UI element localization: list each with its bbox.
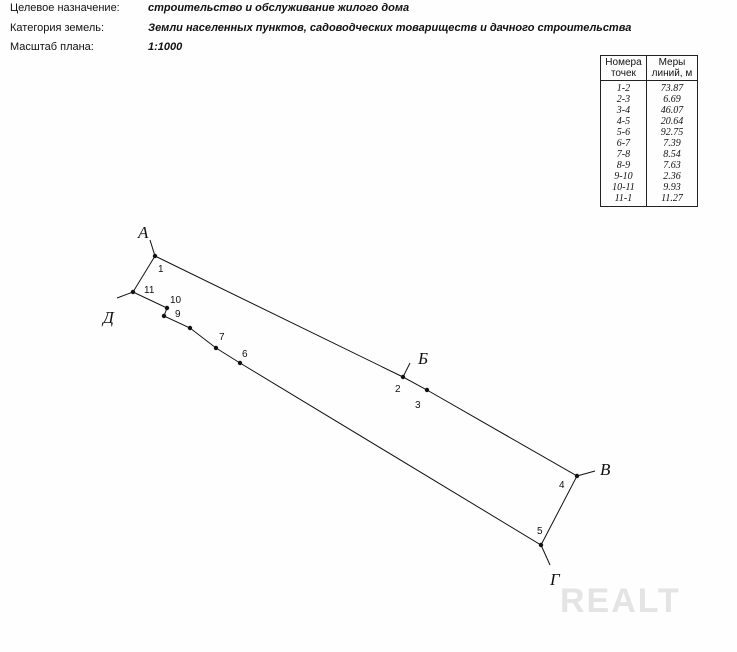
point-label-7: 7 <box>219 332 225 343</box>
category-value: Земли населенных пунктов, садоводческих товариществ и дачного строительства <box>148 22 632 34</box>
tick-d <box>117 292 133 298</box>
tick-v <box>577 471 595 476</box>
vertex-4 <box>575 474 579 478</box>
tick-g <box>541 545 550 565</box>
purpose-label: Целевое назначение: <box>10 2 120 14</box>
point-label-11: 11 <box>144 285 155 296</box>
corner-label-b: Б <box>418 349 429 368</box>
corner-label-v: В <box>600 460 611 479</box>
point-label-6: 6 <box>242 349 248 360</box>
watermark-logo: REALT <box>560 582 681 620</box>
vertex-3 <box>425 388 429 392</box>
vertex-9 <box>162 314 166 318</box>
point-label-4: 4 <box>559 480 565 491</box>
table-row: 7-8 8.54 <box>601 149 698 160</box>
table-row: 3-4 46.07 <box>601 105 698 116</box>
point-label-3: 3 <box>415 400 421 411</box>
parcel-boundary <box>133 256 577 545</box>
point-label-5: 5 <box>537 526 543 537</box>
table-row: 4-5 20.64 <box>601 116 698 127</box>
col-points-header: Номера точек <box>601 56 647 81</box>
corner-label-g: Г <box>550 570 560 589</box>
vertex-5 <box>539 543 543 547</box>
table-row: 8-9 7.63 <box>601 160 698 171</box>
point-label-10: 10 <box>170 295 182 306</box>
table-row: 1-2 73.87 <box>601 81 698 95</box>
scale-value: 1:1000 <box>148 41 183 53</box>
col-lengths-header: Меры линий, м <box>646 56 697 81</box>
point-label-1: 1 <box>158 264 164 275</box>
vertex-2 <box>401 375 405 379</box>
table-row: 6-7 7.39 <box>601 138 698 149</box>
tick-b <box>403 363 410 377</box>
corner-label-a: А <box>138 223 149 242</box>
vertex-8 <box>188 326 192 330</box>
category-label: Категория земель: <box>10 22 105 34</box>
table-row: 11-1 11.27 <box>601 193 698 207</box>
vertex-7 <box>214 346 218 350</box>
point-label-2: 2 <box>395 384 401 395</box>
point-label-9: 9 <box>175 309 181 320</box>
table-row: 2-3 6.69 <box>601 94 698 105</box>
purpose-value: строительство и обслуживание жилого дома <box>148 2 410 14</box>
table-row: 5-6 92.75 <box>601 127 698 138</box>
corner-label-d: Д <box>103 308 114 327</box>
vertex-11 <box>131 290 135 294</box>
table-row: 10-11 9.93 <box>601 182 698 193</box>
vertex-10 <box>165 306 169 310</box>
tick-a <box>150 240 155 256</box>
table-row: 9-10 2.36 <box>601 171 698 182</box>
scale-label: Масштаб плана: <box>10 41 94 53</box>
vertex-6 <box>238 361 242 365</box>
vertex-1 <box>153 254 157 258</box>
